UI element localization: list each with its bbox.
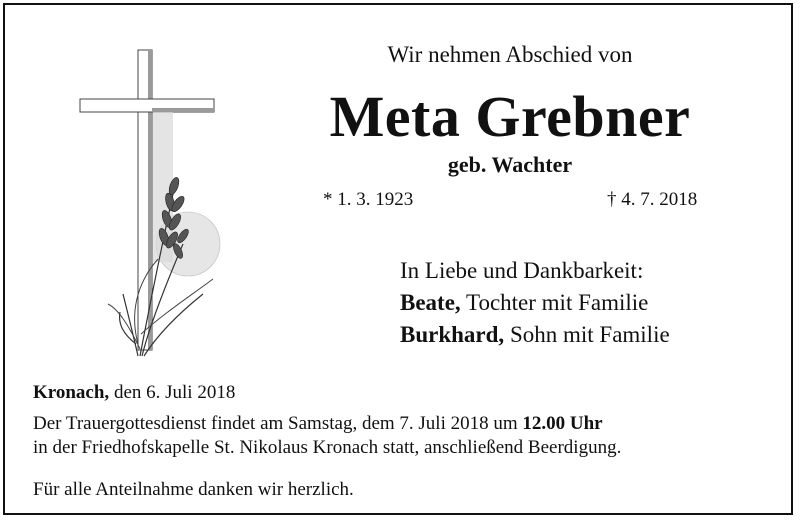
- service-info: [33, 412, 621, 460]
- mourner-name: Burkhard,: [400, 322, 505, 347]
- service-line-2: in der Friedhofskapelle St. Nikolaus Kronach statt, anschließend Beerdigung.: [33, 437, 622, 458]
- place: Kronach,: [33, 382, 110, 403]
- mourner-line: [400, 287, 670, 319]
- service-line-1: [33, 412, 621, 436]
- mourner-name: Beate,: [400, 290, 461, 315]
- mourner-relation: Tochter mit Familie: [460, 290, 649, 315]
- death-date: † 4. 7. 2018: [607, 189, 698, 210]
- cross-and-wheat-icon: [78, 44, 228, 364]
- mourner-relation: Sohn mit Familie: [504, 322, 670, 347]
- place-date-line: [33, 381, 235, 405]
- deceased-name: Meta Grebner: [329, 84, 691, 149]
- mourners-block: [400, 255, 670, 351]
- thanks-heading: In Liebe und Dankbarkeit:: [400, 258, 644, 283]
- notice-date: den 6. Juli 2018: [109, 382, 236, 403]
- maiden-name: geb. Wachter: [447, 152, 573, 177]
- service-time: 12.00 Uhr: [522, 413, 603, 434]
- mourner-line: [400, 319, 670, 351]
- service-text: Der Trauergottesdienst findet am Samstag, dem 7. Juli 2018 um: [33, 413, 523, 434]
- closing-line: Für alle Anteilnahme danken wir herzlich.: [33, 479, 354, 500]
- intro-line: Wir nehmen Abschied von: [387, 42, 633, 67]
- birth-date: * 1. 3. 1923: [323, 189, 414, 210]
